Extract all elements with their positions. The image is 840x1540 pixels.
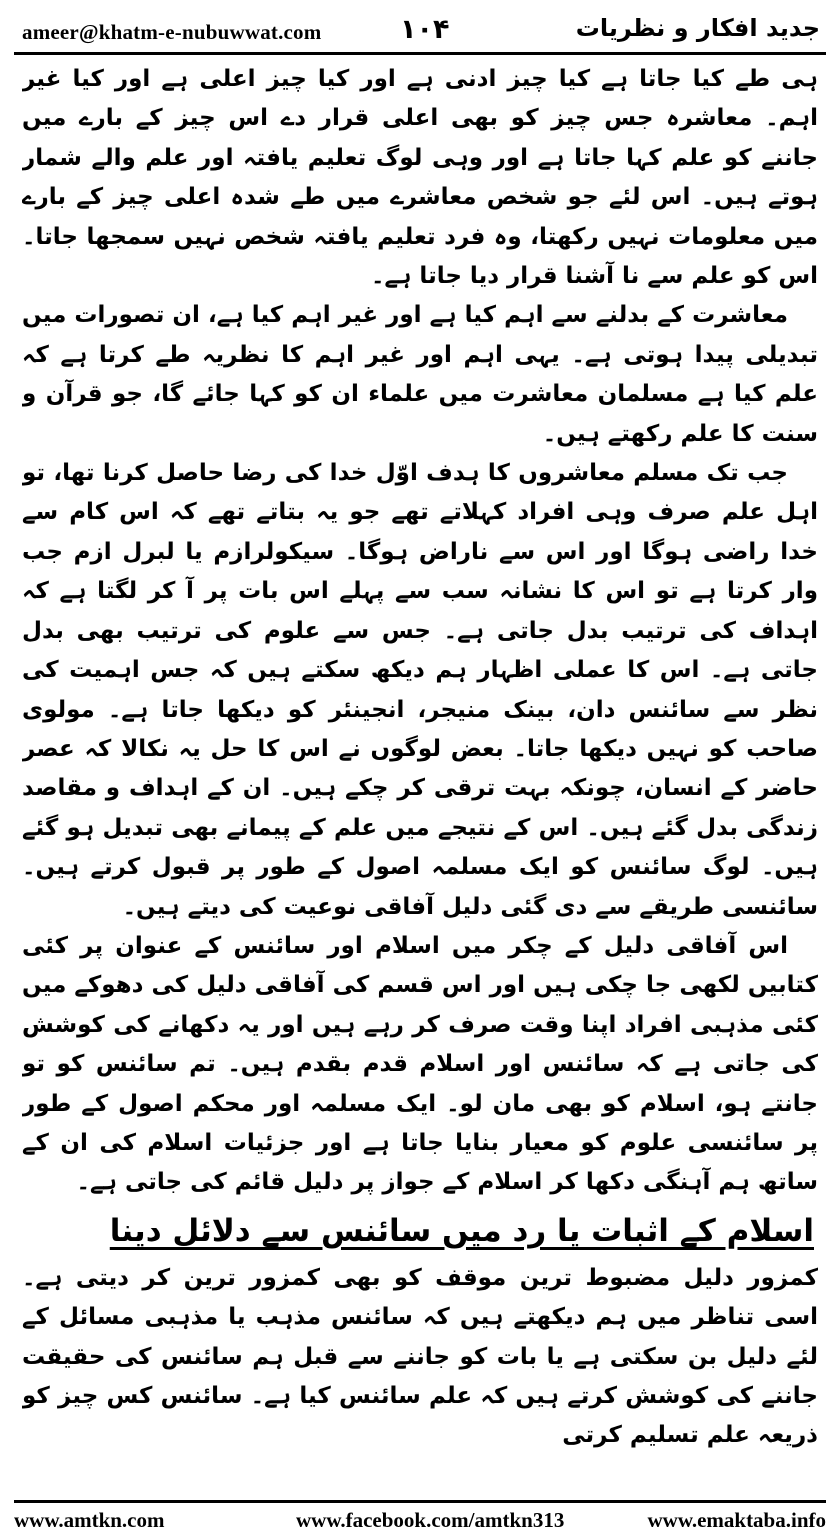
footer-link-facebook[interactable]: www.facebook.com/amtkn313 [296, 1508, 565, 1532]
page-footer [14, 1506, 826, 1536]
page-body [22, 60, 818, 1490]
footer-link-emaktaba[interactable]: www.emaktaba.info [647, 1508, 826, 1532]
header-divider [14, 52, 826, 55]
paragraph-4: اس آفاقی دلیل کے چکر میں اسلام اور سائنس کے عنوان پر کئی کتابیں لکھی جا چکی ہیں اور اس قسم کی آفاقی دلیل کی دھوکے میں کئی مذہبی افراد اپنا وقت صرف کر رہے ہیں اور یہ دکھانے کی کوشش کی جاتی ہے کہ سائنس اور اسلام قدم بقدم ہیں۔ تم سائنس کو تو جانتے ہو، اسلام کو بھی مان لو۔ ایک مسلمہ اور محکم اصول کے طور پر سائنسی علوم کو معیار بنایا جاتا ہے اور جزئیات اسلام کی ان کے ساتھ ہم آہنگی دکھا کر اسلام کے جواز پر دلیل قائم کی جاتی ہے۔ [22, 932, 818, 1196]
paragraph-1: ہی طے کیا جاتا ہے کیا چیز ادنی ہے اور کیا چیز اعلی ہے اور کیا غیر اہم۔ معاشرہ جس چیز کو بھی اعلی قرار دے اس چیز کے بارے میں جاننے کو علم کہا جاتا ہے اور وہی لوگ تعلیم یافتہ اور علم والے شمار ہوتے ہیں۔ اس لئے جو شخص معاشرے میں طے شدہ اعلی چیز کے بارے میں معلومات نہیں رکھتا، وہ فرد تعلیم یافتہ شخص نہیں سمجھا جاتا۔ اس کو علم سے نا آشنا قرار دیا جاتا ہے۔ [22, 66, 818, 290]
paragraph-2: معاشرت کے بدلنے سے اہم کیا ہے اور غیر اہم کیا ہے، ان تصورات میں تبدیلی پیدا ہوتی ہے۔ یہی اہم اور غیر اہم کا نظریہ طے کرتا ہے کہ علم کیا ہے مسلمان معاشرت میں علماء ان کو کہا جائے گا، جو قرآن و سنت کا علم رکھتے ہیں۔ [22, 302, 818, 447]
paragraph-3: جب تک مسلم معاشروں کا ہدف اوّل خدا کی رضا حاصل کرنا تھا، تو اہل علم صرف وہی افراد کہلاتے تھے جو یہ بتاتے تھے کہ اس کام سے خدا راضی ہوگا اور اس سے ناراض ہوگا۔ سیکولرازم یا لبرل ازم جب وار کرتا ہے تو اس کا نشانہ سب سے پہلے اس بات پر آ کر لگتا ہے کہ اہداف کی ترتیب بدل جاتی ہے۔ جس سے علوم کی ترتیب بھی بدل جاتی ہے۔ اس کا عملی اظہار ہم دیکھ سکتے ہیں کہ جس اہمیت کی نظر سے سائنس دان، بینک منیجر، انجینئر کو دیکھا جاتا ہے۔ مولوی صاحب کو نہیں دیکھا جاتا۔ بعض لوگوں نے اس کا حل یہ نکالا کہ عصر حاضر کے انسان، چونکہ بہت ترقی کر چکے ہیں۔ ان کے اہداف و مقاصد زندگی بدل گئے ہیں۔ اس کے نتیجے میں علم کے پیمانے بھی تبدیل ہو گئے ہیں۔ لوگ سائنس کو ایک مسلمہ اصول کے طور پر قبول کرتے ہیں۔ سائنسی طریقے سے دی گئی دلیل آفاقی نوعیت کی دیتے ہیں۔ [22, 460, 818, 920]
footer-divider [14, 1500, 826, 1503]
book-title: جدید افکار و نظریات [575, 14, 820, 42]
paragraph-5: کمزور دلیل مضبوط ترین موقف کو بھی کمزور ترین کر دیتی ہے۔ اسی تناظر میں ہم دیکھتے ہیں کہ سائنس مذہب یا مذہبی مسائل کے لئے دلیل بن سکتی ہے یا بات کو جاننے سے قبل ہم سائنس کی حقیقت جاننے کی کوشش کرتے ہیں کہ علم سائنس کیا ہے۔ سائنس کس چیز کو ذریعہ علم تسلیم کرتی [22, 1264, 818, 1449]
page-header [14, 14, 826, 50]
section-heading: اسلام کے اثبات یا رد میں سائنس سے دلائل دینا [109, 1212, 814, 1249]
page-number: ۱۰۴ [400, 14, 450, 45]
footer-link-amtkn[interactable]: www.amtkn.com [14, 1508, 165, 1532]
header-email: ameer@khatm-e-nubuwwat.com [22, 20, 322, 44]
